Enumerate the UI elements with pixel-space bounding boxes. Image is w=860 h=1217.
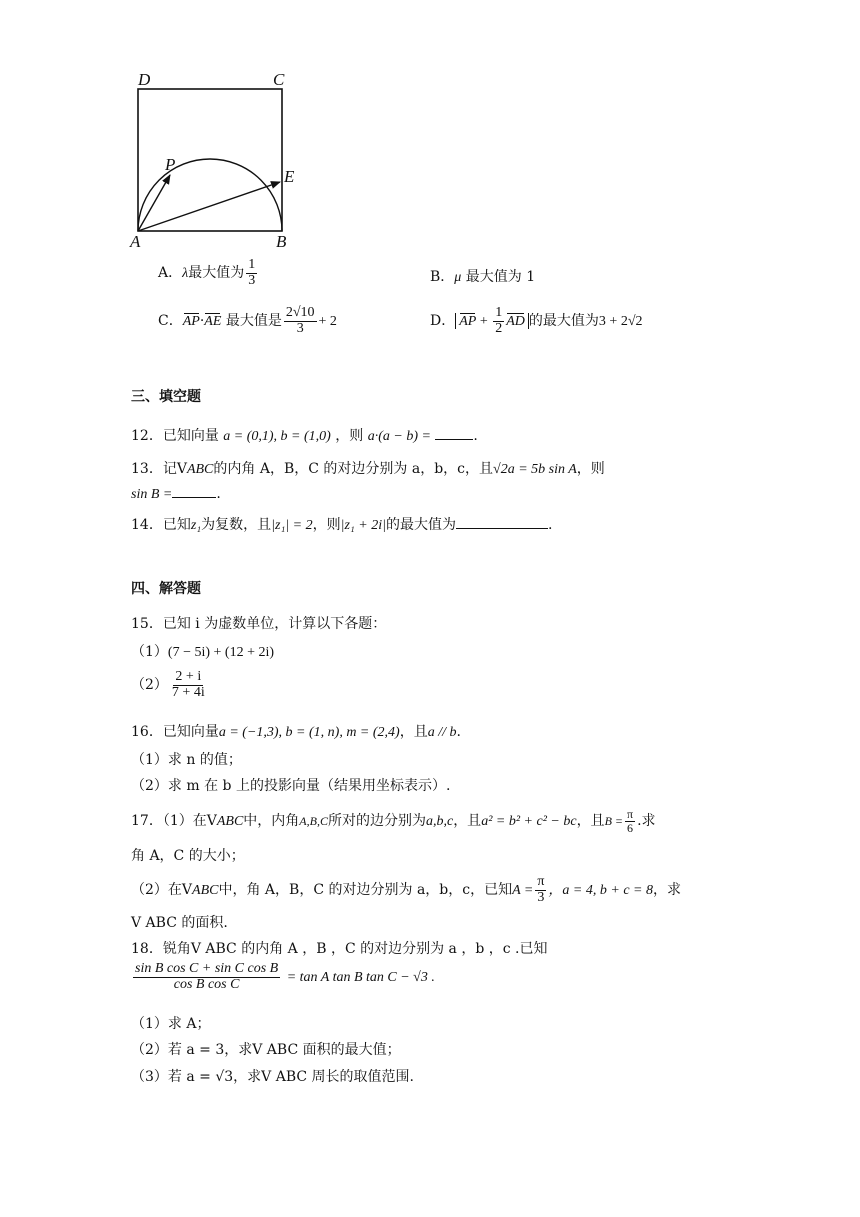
question-17-line3: （2）在VABC中，角 A，B，C 的对边分别为 a，b，c，已知A = $\frac{\pi}{3}$ ，a = 4, b + c = 8，求: [131, 874, 681, 905]
option-c: C．AP·AE 最大值是 $\frac{2√10}{3}$ + 2: [158, 305, 337, 336]
question-18-line1: 18．锐角V ABC 的内角 A ，B ，C 的对边分别为 a ，b ，c .已知: [131, 941, 548, 957]
label-c: C: [273, 70, 285, 89]
question-16-part1: （1）求 n 的值；: [131, 752, 242, 768]
question-16-part2: （2）求 m 在 b 上的投影向量（结果用坐标表示）.: [131, 778, 451, 794]
question-18-equation: $\frac{\text{sin B cos C + sin C cos B}}{\text{cos B cos C}}$ = tan A tan B tan C − √3 .: [135, 961, 435, 992]
question-14: 14．已知z₁为复数，且|z₁| = 2，则|z₁ + 2i|的最大值为 .: [131, 517, 553, 533]
label-e: E: [284, 167, 295, 186]
option-a: A．λ最大值为 $\frac{1}{3}$: [158, 257, 256, 288]
question-17-line1: 17．（1）在VABC中，内角A,B,C所对的边分别为a,b,c，且a² = b² + c² − bc，且B = $\frac{\pi}{6}$ .求: [131, 807, 656, 835]
question-13-line2: sin B = .: [131, 486, 221, 502]
question-17-line4: V ABC 的面积.: [131, 915, 228, 931]
option-d: D． AP + $\frac{1}{2}$ AD 的最大值为3 + 2√2: [430, 305, 643, 336]
label-a: A: [130, 232, 141, 251]
question-17-line2: 角 A，C 的大小；: [131, 848, 245, 864]
question-13-line1: 13．记VABC的内角 A，B，C 的对边分别为 a，b，c，且√2a = 5b sin A，则: [131, 461, 605, 477]
question-15-stem: 15．已知 i 为虚数单位，计算以下各题：: [131, 616, 387, 632]
question-16-stem: 16．已知向量a = (−1,3), b = (1, n), m = (2,4)，且a // b.: [131, 724, 461, 740]
question-18-part3: （3）若 a = √3，求V ABC 周长的取值范围.: [131, 1069, 414, 1085]
section-3-title: 三、填空题: [131, 389, 201, 405]
vector-ae: [138, 182, 280, 231]
label-d: D: [138, 70, 151, 89]
label-p: P: [165, 155, 176, 174]
question-18-part1: （1）求 A；: [131, 1016, 211, 1032]
question-18-part2: （2）若 a = 3，求V ABC 面积的最大值；: [131, 1042, 401, 1058]
semicircle-arc: [138, 159, 282, 231]
question-15-part2: （2） $\frac{2 + i}{7 + 4i}$: [131, 669, 205, 700]
question-15-part1: （1）(7 − 5i) + (12 + 2i): [131, 644, 275, 660]
label-b: B: [276, 232, 287, 251]
question-12: 12．已知向量 a = (0,1), b = (1,0) ，则 a·(a − b) = .: [131, 428, 478, 444]
geometry-figure: [125, 68, 315, 254]
option-b: B．μ 最大值为 1: [430, 269, 536, 285]
section-4-title: 四、解答题: [131, 581, 201, 597]
square-abcd: [138, 89, 282, 231]
